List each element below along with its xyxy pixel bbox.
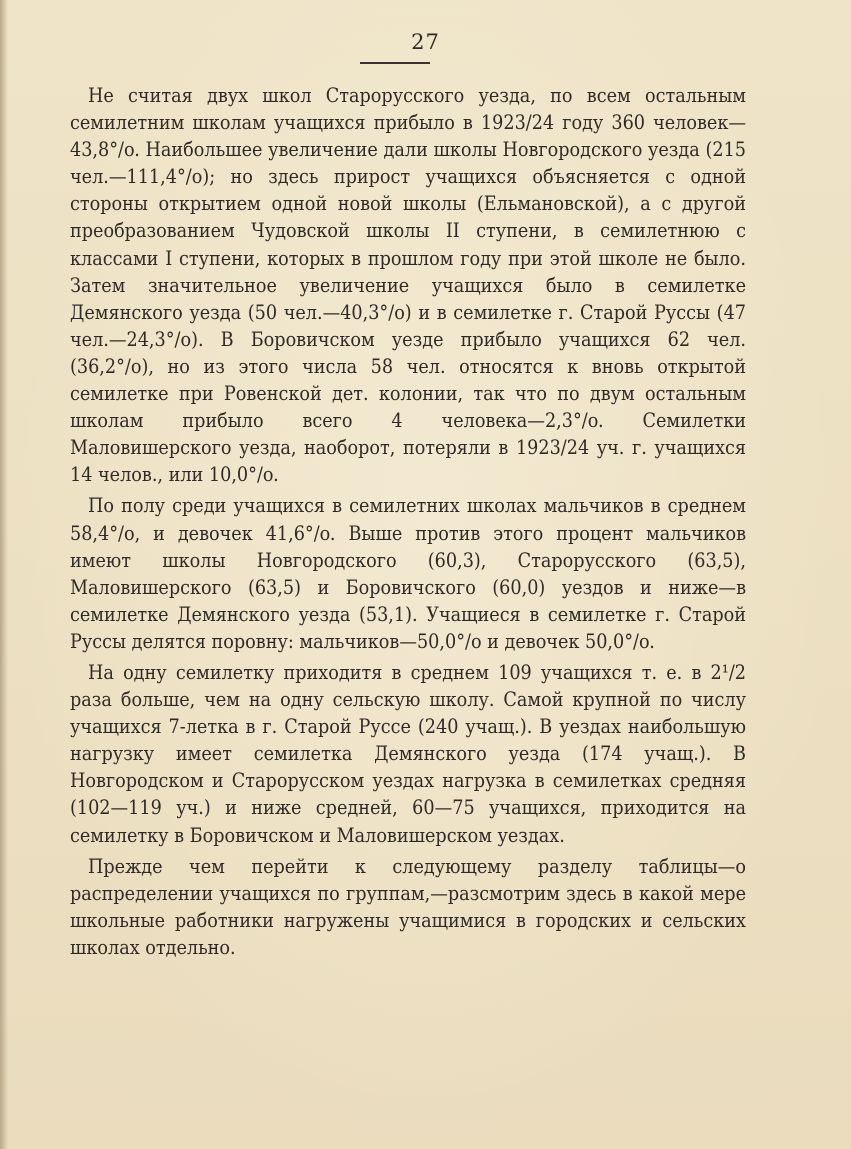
paragraph-2: По полу среди учащихся в семилетних школах мальчиков в среднем 58,4°/o, и девочек 41,6°/o. Выше против этого процент мальчиков имеют школы Новгородского (60,3), Старорусского (63,5), Маловишерского (63,5) и Боровичского (60,0) уездов и ниже—в семилетке Демянского уезда (53,1). Учащиеся в семилетке г. Старой Руссы делятся поровну: мальчиков—50,0°/o и девочек 50,0°/o. bbox=[70, 494, 746, 653]
page-number-rule bbox=[360, 62, 430, 64]
body-text bbox=[70, 82, 746, 961]
page-edge-shadow bbox=[0, 0, 8, 1149]
page-number: 27 bbox=[411, 30, 440, 54]
paragraph-4: Прежде чем перейти к следующему разделу таблицы—о распределении учащихся по группам,—разсмотрим здесь в какой мере школьные работники нагружены учащимися в городских и сельских школах отдельно. bbox=[70, 854, 746, 959]
paragraph-1: Не считая двух школ Старорусского уезда, по всем остальным семилетним школам учащихся прибыло в 1923/24 году 360 человек—43,8°/o. Наибольшее увеличение дали школы Новгородского уезда (215 чел.—111,4°/o); но здесь прирост учащихся объясняется с одной стороны открытием одной новой школы (Ельмановской), а с другой преобразованием Чудовской школы II ступени, в семилетнюю с классами I ступени, которых в прошлом году при этой школе не было. Затем значительное увеличение учащихся было в семилетке Демянского уезда (50 чел.—40,3°/o) и в семилетке г. Старой Руссы (47 чел.—24,3°/o). В Боровичском уезде прибыло учащихся 62 чел. (36,2°/o), но из этого числа 58 чел. относятся к вновь открытой семилетке при Ровенской дет. колонии, так что по двум остальным школам прибыло всего 4 человека—2,3°/o. Семилетки Маловишерского уезда, наоборот, потеряли в 1923/24 уч. г. учащихся 14 челов., или 10,0°/o. bbox=[70, 84, 746, 487]
paragraph-3: На одну семилетку приходитя в среднем 109 учащихся т. е. в 2¹/2 раза больше, чем на одну сельскую школу. Самой крупной по числу учащихся 7-летка в г. Старой Руссе (240 учащ.). В уездах наибольшую нагрузку имеет семилетка Демянского уезда (174 учащ.). В Новгородском и Старорусском уездах нагрузка в семилетках средняя (102—119 уч.) и ниже средней, 60—75 учащихся, приходится на семилетку в Боровичском и Маловишерском уездах. bbox=[70, 660, 746, 847]
